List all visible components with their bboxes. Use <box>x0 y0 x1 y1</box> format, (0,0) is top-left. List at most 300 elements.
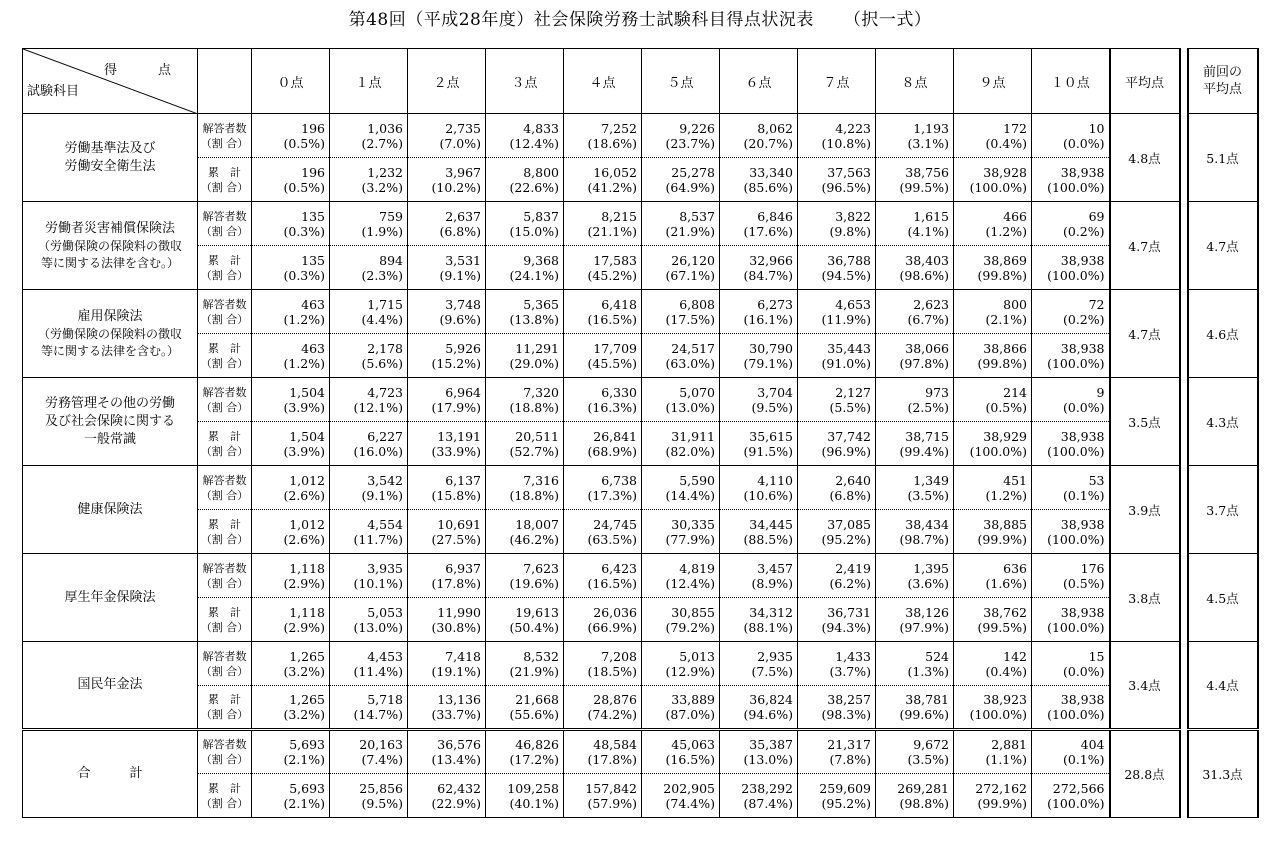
percent-value: (6.8%) <box>439 223 481 239</box>
column-gap <box>1180 730 1188 818</box>
count-value: 38,066 <box>905 340 949 356</box>
value-cell <box>798 554 876 598</box>
percent-value: (3.2%) <box>283 663 325 679</box>
count-value: 38,781 <box>905 692 949 707</box>
count-value: 5,693 <box>289 737 325 752</box>
percent-value: (17.9%) <box>431 399 481 415</box>
percent-value: (19.6%) <box>509 575 559 591</box>
percent-value: (99.9%) <box>977 795 1027 811</box>
responders-label: 解答者数 （割 合） <box>198 114 252 158</box>
value-cell <box>252 334 330 378</box>
percent-value: (21.9%) <box>509 663 559 679</box>
percent-value: (12.4%) <box>665 575 715 591</box>
value-cell <box>876 554 954 598</box>
percent-value: (99.5%) <box>899 179 949 195</box>
count-value: 8,062 <box>757 120 793 136</box>
value-cell <box>564 686 642 730</box>
percent-value: (100.0%) <box>969 707 1027 722</box>
subject-name: 国民年金法 <box>77 677 143 692</box>
previous-average-score: 4.4点 <box>1188 642 1258 730</box>
percent-value: (0.5%) <box>985 399 1027 415</box>
percent-value: (64.9%) <box>665 179 715 195</box>
value-cell <box>876 202 954 246</box>
percent-value: (98.7%) <box>899 531 949 547</box>
value-cell <box>408 510 486 554</box>
value-cell <box>876 334 954 378</box>
count-value: 31,911 <box>671 428 715 444</box>
subject-name-cell <box>23 114 198 202</box>
percent-value: (13.4%) <box>431 752 481 767</box>
percent-value: (100.0%) <box>1047 179 1105 195</box>
count-value: 6,808 <box>679 296 715 312</box>
value-cell <box>642 422 720 466</box>
percent-value: (18.6%) <box>587 135 637 151</box>
value-cell <box>642 114 720 158</box>
value-cell <box>642 378 720 422</box>
count-value: 7,316 <box>523 472 559 488</box>
value-cell <box>876 730 954 774</box>
value-cell <box>486 642 564 686</box>
value-cell <box>564 422 642 466</box>
value-cell <box>408 246 486 290</box>
percent-value: (40.1%) <box>509 795 559 811</box>
value-cell <box>798 730 876 774</box>
cumulative-label: 累 計 （割 合） <box>198 774 252 818</box>
count-value: 973 <box>925 384 949 400</box>
percent-value: (1.6%) <box>985 575 1027 591</box>
value-cell <box>408 422 486 466</box>
value-cell <box>1032 510 1110 554</box>
count-value: 33,340 <box>749 164 793 180</box>
value-cell <box>798 114 876 158</box>
value-cell <box>1032 158 1110 202</box>
score-table <box>22 48 1259 818</box>
previous-average-score: 31.3点 <box>1188 730 1258 818</box>
value-cell <box>330 466 408 510</box>
cumulative-label: 累 計 （割 合） <box>198 686 252 730</box>
value-cell <box>720 202 798 246</box>
percent-value: (45.5%) <box>587 355 637 371</box>
value-cell <box>1032 554 1110 598</box>
percent-value: (11.7%) <box>353 531 403 547</box>
percent-value: (10.1%) <box>353 575 403 591</box>
percent-value: (3.6%) <box>907 575 949 591</box>
count-value: 37,085 <box>827 516 871 532</box>
subject-2-cumulative-row <box>23 334 1258 378</box>
percent-value: (1.9%) <box>361 223 403 239</box>
count-value: 157,842 <box>585 780 637 796</box>
count-value: 38,923 <box>983 692 1027 707</box>
count-value: 2,623 <box>913 296 949 312</box>
count-value: 2,735 <box>445 120 481 136</box>
percent-value: (19.1%) <box>431 663 481 679</box>
subject-6-responders-row <box>23 642 1258 686</box>
count-value: 38,938 <box>1060 692 1105 707</box>
value-cell <box>330 642 408 686</box>
percent-value: (9.5%) <box>751 399 793 415</box>
value-cell <box>642 290 720 334</box>
percent-value: (2.7%) <box>361 135 403 151</box>
percent-value: (13.0%) <box>353 619 403 635</box>
percent-value: (88.1%) <box>743 619 793 635</box>
value-cell <box>252 422 330 466</box>
percent-value: (17.6%) <box>743 223 793 239</box>
percent-value: (3.1%) <box>907 135 949 151</box>
value-cell <box>330 290 408 334</box>
count-value: 1,118 <box>289 604 325 620</box>
count-value: 4,819 <box>679 560 715 576</box>
value-cell <box>252 114 330 158</box>
count-value: 36,824 <box>749 692 793 707</box>
corner-score-label: 得 点 <box>103 63 185 78</box>
percent-value: (5.5%) <box>829 399 871 415</box>
value-cell <box>720 774 798 818</box>
count-value: 4,833 <box>523 120 559 136</box>
count-value: 26,036 <box>593 604 637 620</box>
count-value: 196 <box>301 120 325 136</box>
count-value: 17,709 <box>593 340 637 356</box>
value-cell <box>954 598 1032 642</box>
value-cell <box>564 774 642 818</box>
count-value: 3,704 <box>757 384 793 400</box>
count-value: 36,731 <box>827 604 871 620</box>
count-value: 135 <box>301 208 325 224</box>
value-cell <box>486 730 564 774</box>
value-cell <box>720 554 798 598</box>
value-cell <box>408 290 486 334</box>
value-cell <box>642 730 720 774</box>
corner-subject-label: 試験科目 <box>27 84 80 99</box>
responders-label: 解答者数 （割 合） <box>198 554 252 598</box>
value-cell <box>252 202 330 246</box>
count-value: 3,457 <box>757 560 793 576</box>
count-value: 272,566 <box>1052 780 1105 796</box>
percent-value: (3.5%) <box>907 752 949 767</box>
percent-value: (6.7%) <box>907 311 949 327</box>
value-cell <box>720 422 798 466</box>
value-cell <box>798 246 876 290</box>
average-score: 4.7点 <box>1110 202 1180 290</box>
percent-value: (91.0%) <box>821 355 871 371</box>
percent-value: (0.3%) <box>283 223 325 239</box>
value-cell <box>1032 114 1110 158</box>
value-cell <box>954 466 1032 510</box>
column-gap <box>1180 554 1188 642</box>
percent-value: (88.5%) <box>743 531 793 547</box>
value-cell <box>720 334 798 378</box>
percent-value: (63.5%) <box>587 531 637 547</box>
count-value: 38,126 <box>905 604 949 620</box>
percent-value: (17.8%) <box>431 575 481 591</box>
percent-value: (3.2%) <box>361 179 403 195</box>
percent-value: (12.1%) <box>353 399 403 415</box>
count-value: 8,215 <box>601 208 637 224</box>
value-cell <box>876 114 954 158</box>
count-value: 9 <box>1096 384 1105 400</box>
percent-value: (99.8%) <box>977 267 1027 283</box>
value-cell <box>486 686 564 730</box>
previous-average-score: 4.5点 <box>1188 554 1258 642</box>
value-cell <box>720 378 798 422</box>
percent-value: (16.1%) <box>743 311 793 327</box>
header-score-8: ８点 <box>876 49 954 114</box>
average-score: 4.8点 <box>1110 114 1180 202</box>
header-blank <box>198 49 252 114</box>
count-value: 451 <box>1003 472 1027 488</box>
cumulative-label: 累 計 （割 合） <box>198 246 252 290</box>
percent-value: (2.1%) <box>283 795 325 811</box>
header-score-6: ６点 <box>720 49 798 114</box>
percent-value: (100.0%) <box>1047 619 1105 635</box>
count-value: 38,403 <box>905 252 949 268</box>
value-cell <box>252 290 330 334</box>
subject-name: 労働者災害補償保険法 <box>44 220 175 236</box>
count-value: 38,928 <box>983 164 1027 180</box>
count-value: 38,885 <box>983 516 1027 532</box>
percent-value: (2.9%) <box>283 619 325 635</box>
percent-value: (99.5%) <box>977 619 1027 635</box>
count-value: 38,762 <box>983 604 1027 620</box>
subject-name: 雇用保険法 <box>77 308 143 324</box>
percent-value: (17.8%) <box>587 752 637 767</box>
value-cell <box>798 598 876 642</box>
value-cell <box>252 158 330 202</box>
count-value: 5,693 <box>289 780 325 796</box>
percent-value: (0.5%) <box>1062 575 1105 591</box>
percent-value: (85.6%) <box>743 179 793 195</box>
header-score-1: １点 <box>330 49 408 114</box>
header-score-7: ７点 <box>798 49 876 114</box>
count-value: 24,745 <box>593 516 637 532</box>
subject-3-cumulative-row <box>23 422 1258 466</box>
column-gap <box>1180 466 1188 554</box>
percent-value: (98.8%) <box>899 795 949 811</box>
percent-value: (63.0%) <box>665 355 715 371</box>
count-value: 25,856 <box>359 780 403 796</box>
percent-value: (100.0%) <box>1047 355 1105 371</box>
percent-value: (74.4%) <box>665 795 715 811</box>
percent-value: (2.1%) <box>985 311 1027 327</box>
percent-value: (33.7%) <box>431 707 481 722</box>
percent-value: (87.4%) <box>743 795 793 811</box>
header-score-3: ３点 <box>486 49 564 114</box>
percent-value: (10.8%) <box>821 135 871 151</box>
count-value: 38,938 <box>1060 516 1105 532</box>
value-cell <box>954 774 1032 818</box>
count-value: 3,967 <box>445 164 481 180</box>
value-cell <box>408 642 486 686</box>
value-cell <box>1032 730 1110 774</box>
value-cell <box>330 334 408 378</box>
percent-value: (100.0%) <box>1047 707 1105 722</box>
value-cell <box>798 510 876 554</box>
column-gap <box>1180 378 1188 466</box>
percent-value: (2.6%) <box>283 487 325 503</box>
count-value: 6,846 <box>757 208 793 224</box>
count-value: 269,281 <box>897 780 949 796</box>
percent-value: (82.0%) <box>665 443 715 459</box>
value-cell <box>408 554 486 598</box>
count-value: 10 <box>1088 120 1105 136</box>
subject-6-cumulative-row <box>23 686 1258 730</box>
value-cell <box>876 378 954 422</box>
percent-value: (0.2%) <box>1062 223 1105 239</box>
count-value: 13,191 <box>437 428 481 444</box>
count-value: 21,317 <box>827 737 871 752</box>
count-value: 524 <box>925 648 949 664</box>
count-value: 4,453 <box>367 648 403 664</box>
count-value: 1,232 <box>367 164 403 180</box>
count-value: 272,162 <box>975 780 1027 796</box>
value-cell <box>954 246 1032 290</box>
value-cell <box>642 554 720 598</box>
cumulative-label: 累 計 （割 合） <box>198 598 252 642</box>
percent-value: (3.9%) <box>283 443 325 459</box>
percent-value: (94.6%) <box>743 707 793 722</box>
percent-value: (7.8%) <box>829 752 871 767</box>
value-cell <box>1032 466 1110 510</box>
count-value: 2,419 <box>835 560 871 576</box>
value-cell <box>954 290 1032 334</box>
count-value: 38,938 <box>1060 164 1105 180</box>
percent-value: (17.2%) <box>509 752 559 767</box>
value-cell <box>720 642 798 686</box>
count-value: 6,937 <box>445 560 481 576</box>
percent-value: (7.5%) <box>751 663 793 679</box>
cumulative-label: 累 計 （割 合） <box>198 510 252 554</box>
percent-value: (13.8%) <box>509 311 559 327</box>
count-value: 7,623 <box>523 560 559 576</box>
percent-value: (95.2%) <box>821 531 871 547</box>
percent-value: (22.6%) <box>509 179 559 195</box>
value-cell <box>642 598 720 642</box>
count-value: 20,163 <box>359 737 403 752</box>
count-value: 3,822 <box>835 208 871 224</box>
percent-value: (96.5%) <box>821 179 871 195</box>
header-score-2: ２点 <box>408 49 486 114</box>
count-value: 38,938 <box>1060 428 1105 444</box>
value-cell <box>252 466 330 510</box>
value-cell <box>408 466 486 510</box>
percent-value: (97.8%) <box>899 355 949 371</box>
percent-value: (68.9%) <box>587 443 637 459</box>
value-cell <box>1032 290 1110 334</box>
subject-name-cell <box>23 290 198 378</box>
value-cell <box>252 246 330 290</box>
percent-value: (98.6%) <box>899 267 949 283</box>
value-cell <box>564 246 642 290</box>
value-cell <box>486 334 564 378</box>
count-value: 214 <box>1003 384 1027 400</box>
average-score: 3.4点 <box>1110 642 1180 730</box>
subject-4-cumulative-row <box>23 510 1258 554</box>
percent-value: (3.2%) <box>283 707 325 722</box>
percent-value: (6.2%) <box>829 575 871 591</box>
responders-label: 解答者数 （割 合） <box>198 730 252 774</box>
value-cell <box>876 422 954 466</box>
count-value: 2,127 <box>835 384 871 400</box>
value-cell <box>642 774 720 818</box>
value-cell <box>798 686 876 730</box>
value-cell <box>408 158 486 202</box>
count-value: 2,935 <box>757 648 793 664</box>
column-gap <box>1180 49 1188 114</box>
percent-value: (50.4%) <box>509 619 559 635</box>
count-value: 404 <box>1080 737 1105 752</box>
percent-value: (67.1%) <box>665 267 715 283</box>
count-value: 1,012 <box>289 516 325 532</box>
count-value: 19,613 <box>515 604 559 620</box>
count-value: 11,291 <box>515 340 559 356</box>
percent-value: (21.1%) <box>587 223 637 239</box>
value-cell <box>564 510 642 554</box>
count-value: 35,387 <box>749 737 793 752</box>
count-value: 1,349 <box>913 472 949 488</box>
count-value: 30,855 <box>671 604 715 620</box>
count-value: 45,063 <box>671 737 715 752</box>
value-cell <box>1032 642 1110 686</box>
subject-7-cumulative-row <box>23 774 1258 818</box>
value-cell <box>1032 334 1110 378</box>
count-value: 5,837 <box>523 208 559 224</box>
value-cell <box>876 642 954 686</box>
percent-value: (17.5%) <box>665 311 715 327</box>
count-value: 35,615 <box>749 428 793 444</box>
count-value: 18,007 <box>515 516 559 532</box>
value-cell <box>1032 598 1110 642</box>
value-cell <box>486 158 564 202</box>
percent-value: (2.9%) <box>283 575 325 591</box>
count-value: 38,869 <box>983 252 1027 268</box>
value-cell <box>720 290 798 334</box>
percent-value: (0.2%) <box>1062 311 1105 327</box>
count-value: 26,841 <box>593 428 637 444</box>
count-value: 9,368 <box>523 252 559 268</box>
percent-value: (10.2%) <box>431 179 481 195</box>
responders-label: 解答者数 （割 合） <box>198 642 252 686</box>
count-value: 4,653 <box>835 296 871 312</box>
value-cell <box>1032 246 1110 290</box>
value-cell <box>330 598 408 642</box>
value-cell <box>798 774 876 818</box>
percent-value: (100.0%) <box>1047 267 1105 283</box>
count-value: 38,938 <box>1060 252 1105 268</box>
percent-value: (1.2%) <box>985 487 1027 503</box>
percent-value: (46.2%) <box>509 531 559 547</box>
subject-3-responders-row <box>23 378 1258 422</box>
count-value: 142 <box>1003 648 1027 664</box>
percent-value: (99.9%) <box>977 531 1027 547</box>
header-row <box>23 49 1258 114</box>
percent-value: (24.1%) <box>509 267 559 283</box>
subject-5-cumulative-row <box>23 598 1258 642</box>
percent-value: (94.3%) <box>821 619 871 635</box>
percent-value: (2.5%) <box>907 399 949 415</box>
count-value: 5,590 <box>679 472 715 488</box>
value-cell <box>408 114 486 158</box>
value-cell <box>876 466 954 510</box>
percent-value: (15.8%) <box>431 487 481 503</box>
value-cell <box>1032 378 1110 422</box>
percent-value: (0.4%) <box>985 663 1027 679</box>
value-cell <box>252 378 330 422</box>
value-cell <box>642 466 720 510</box>
percent-value: (98.3%) <box>821 707 871 722</box>
subject-name-cell <box>23 466 198 554</box>
average-score: 3.8点 <box>1110 554 1180 642</box>
count-value: 9,226 <box>679 120 715 136</box>
count-value: 33,889 <box>671 692 715 707</box>
